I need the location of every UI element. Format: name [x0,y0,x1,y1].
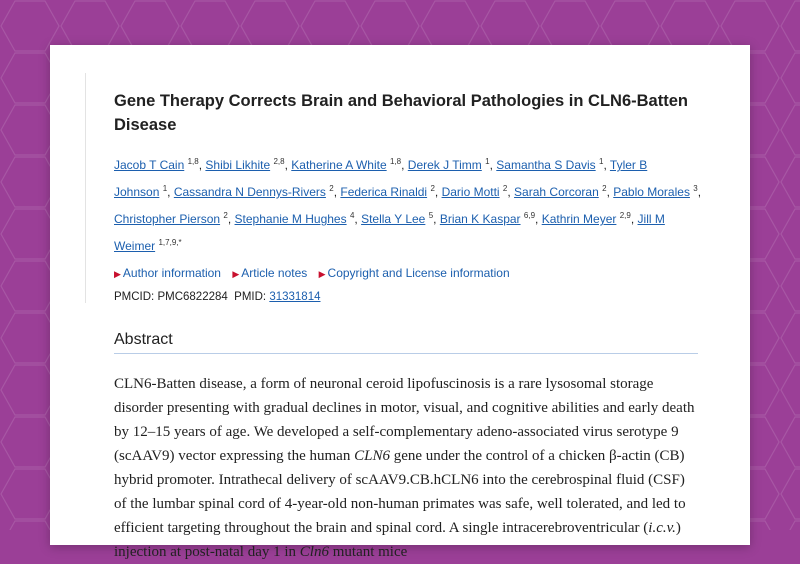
triangle-right-icon: ▶ [318,269,326,279]
article-title: Gene Therapy Corrects Brain and Behavioral Pathologies in CLN6-Batten Disease [114,92,688,134]
article-identifiers [114,289,704,305]
author-link[interactable]: Christopher Pierson [114,212,221,226]
triangle-right-icon: ▶ [114,269,121,279]
author-affiliation-sup: 4 [349,211,355,220]
author-affiliation-sup: 2 [602,184,607,193]
author-link[interactable]: Katherine A White [291,158,387,172]
author-affiliation-sup: 1,7,9,* [158,238,182,247]
author-link[interactable]: Kathrin Meyer [541,212,617,226]
triangle-right-icon: ▶ [232,269,240,279]
author-link[interactable]: Jill M Weimer [114,212,665,253]
author-link[interactable]: Sarah Corcoran [514,185,599,199]
author-affiliation-sup: 1 [162,184,168,193]
article-info-links [114,265,704,282]
author-link[interactable]: Federica Rinaldi [340,185,428,199]
author-link[interactable]: Stephanie M Hughes [234,212,347,226]
pmid-link[interactable]: 31331814 [269,291,321,303]
author-affiliation-sup: 1 [599,157,604,166]
author-link[interactable]: Shibi Likhite [205,158,271,172]
author-link[interactable]: Brian K Kaspar [439,212,521,226]
author-affiliation-sup: 2 [223,211,228,220]
author-affiliation-sup: 1,8 [390,157,402,166]
author-affiliation-sup: 3 [693,184,698,193]
author-affiliation-sup: 2 [430,184,435,193]
author-link[interactable]: Dario Motti [441,185,500,199]
author-link[interactable]: Stella Y Lee [361,212,426,226]
author-link[interactable]: Derek J Timm [407,158,482,172]
author-affiliation-sup: 1,8 [187,157,199,166]
author-link[interactable]: Pablo Morales [613,185,690,199]
author-affiliation-sup: 5 [428,211,434,220]
author-link[interactable]: Jacob T Cain [114,158,185,172]
pmid-label: PMID: [234,291,267,303]
author-information-link[interactable]: ▶ Author information [114,266,221,280]
author-link[interactable]: Tyler B Johnson [114,158,648,199]
author-affiliation-sup: 6,9 [523,211,536,220]
author-link[interactable]: Samantha S Davis [496,158,596,172]
author-list: Jacob T Cain $^{1,8}$, Shibi Likhite $^{2,8}$, Katherine A White $^{1,8}$, Derek J Timm $^1$, Samantha S Davis $^1$, Tyler B Johnson $^1$, Cassandra N Dennys-Rivers $^2$, Federica Rinaldi $^2$, Dario Motti $^2$, Sarah Corcoran $^2$, Pablo Morales $^3$, Christopher Pierson $^2$, Stephanie M Hughes $^4$, Stella Y Lee $^5$, Brian K Kaspar $^{6,9}$, Kathrin Meyer $^{2,9}$, Jill M Weimer $^{1,7,9,*}$ [114,157,702,253]
article-notes-link[interactable]: ▶ Article notes [232,266,308,280]
abstract-heading: Abstract [114,331,698,354]
copyright-license-link[interactable]: ▶ Copyright and License information [318,266,510,280]
pmcid-label: PMCID: [114,291,155,303]
author-affiliation-sup: 2 [329,184,334,193]
article-page [50,45,750,560]
author-link[interactable]: Cassandra N Dennys-Rivers [173,185,326,199]
author-affiliation-sup: 2,8 [273,157,285,166]
author-affiliation-sup: 1 [485,157,490,166]
author-affiliation-sup: 2,9 [619,211,631,220]
author-affiliation-sup: 2 [502,184,508,193]
abstract-text: CLN6-Batten disease, a form of neuronal ceroid lipofuscinosis is a rare lysosomal storage disorder presenting with gradual declines in motor, visual, and cognitive abilities and early death by 12–15 years of age. We developed a self-complementary adeno-associated virus serotype 9 (scAAV9) vector expressing the human CLN6 gene under the control of a chicken β-actin (CB) hybrid promoter. Intrathecal delivery of scAAV9.CB.hCLN6 into the cerebrospinal fluid (CSF) of the lumbar spinal cord of 4-year-old non-human primates was safe, well tolerated, and led to efficient targeting throughout the brain and spinal cord. A single intracerebroventricular (i.c.v.) injection at post-natal day 1 in Cln6 mutant mice [114,376,695,560]
article-content [114,89,704,564]
pmcid-value: PMC6822284 [157,291,228,303]
left-margin-rule [85,73,86,303]
